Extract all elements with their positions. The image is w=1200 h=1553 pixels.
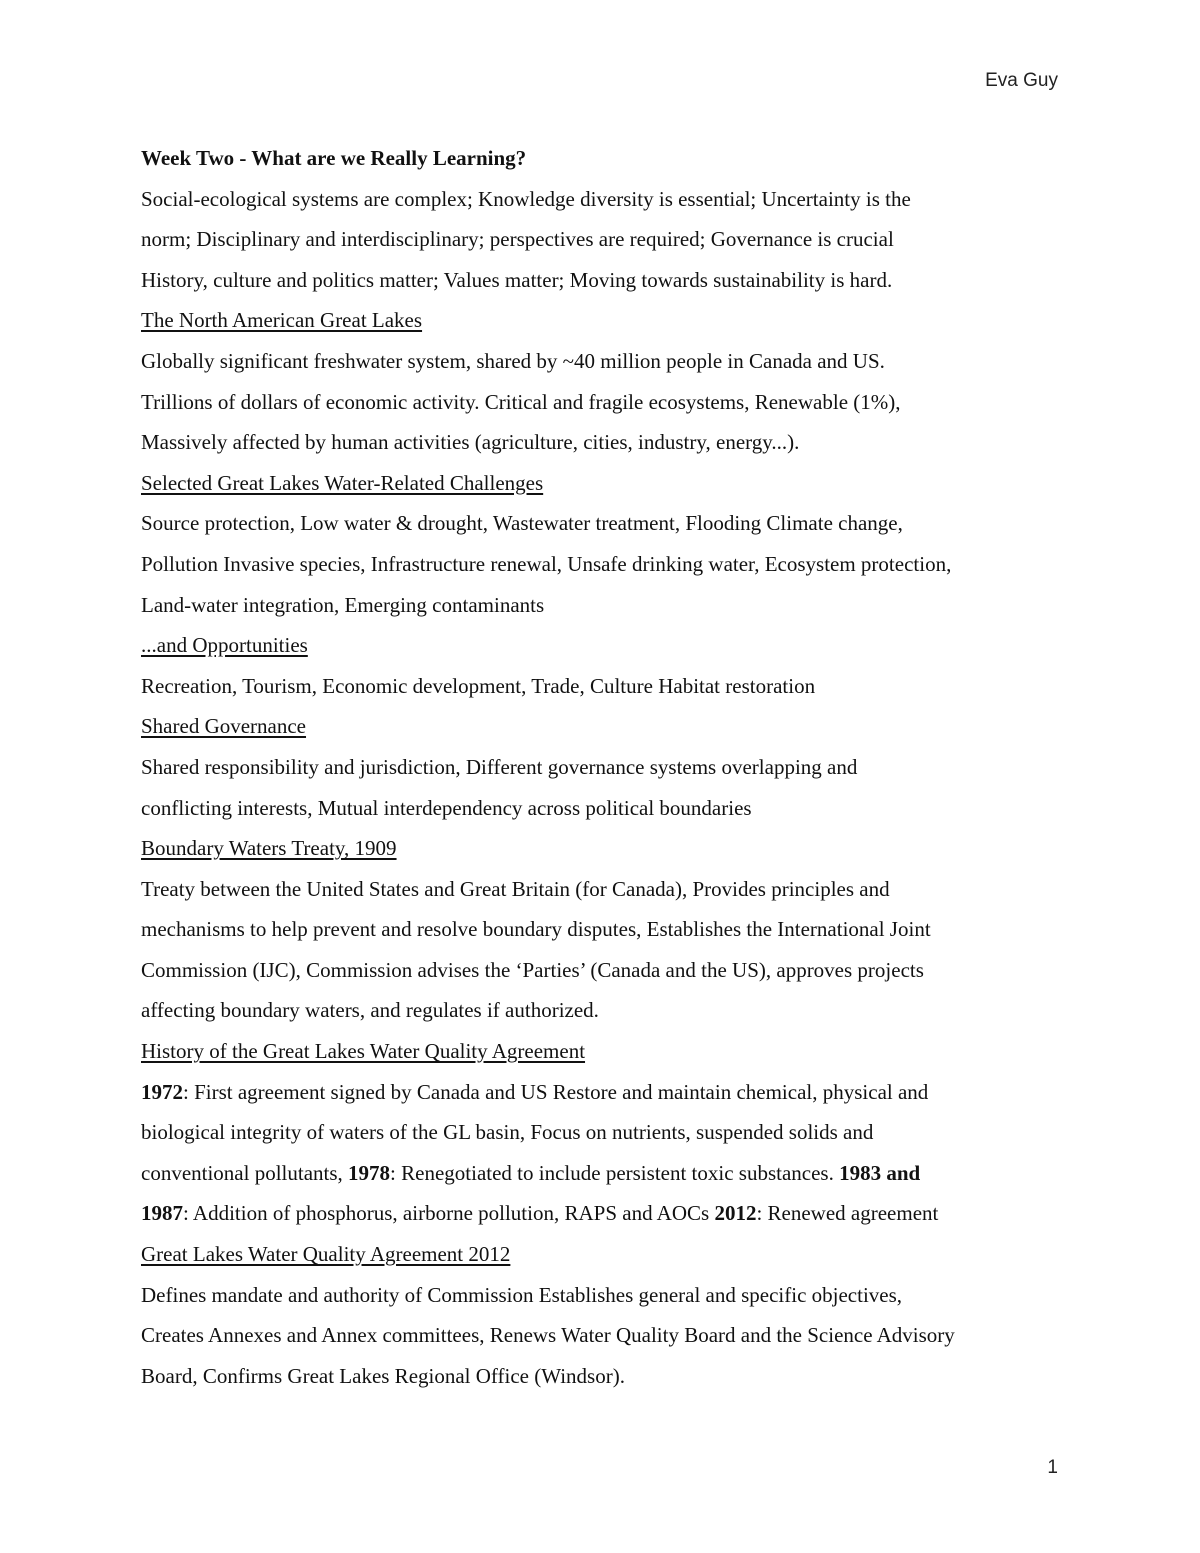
paragraph-line: Source protection, Low water & drought, Wastewater treatment, Flooding Climate change, — [141, 511, 903, 536]
history-text: conventional pollutants, — [141, 1160, 349, 1185]
section-heading-boundary-waters-treaty: Boundary Waters Treaty, 1909 — [141, 836, 397, 861]
history-line — [141, 1072, 1066, 1113]
section-heading-challenges: Selected Great Lakes Water-Related Challenges — [141, 470, 544, 495]
section-heading-opportunities: ...and Opportunities — [141, 633, 308, 658]
paragraph-line: Board, Confirms Great Lakes Regional Office (Windsor). — [141, 1363, 625, 1388]
history-text: : First agreement signed by Canada and US Restore and maintain chemical, physical and — [183, 1079, 929, 1104]
paragraph-line: Globally significant freshwater system, shared by ~40 million people in Canada and US. — [141, 348, 885, 373]
paragraph-line: Commission (IJC), Commission advises the ‘Parties’ (Canada and the US), approves projects — [141, 957, 924, 982]
author-name: Eva Guy — [985, 70, 1058, 91]
intro-line: History, culture and politics matter; Values matter; Moving towards sustainability is hard. — [141, 267, 893, 292]
section-heading-great-lakes: The North American Great Lakes — [141, 308, 423, 333]
year-1987: 1987 — [141, 1201, 183, 1226]
document-title: Week Two - What are we Really Learning? — [141, 146, 527, 170]
intro-line: norm; Disciplinary and interdisciplinary; perspectives are required; Governance is crucial — [141, 227, 894, 252]
paragraph-line: Defines mandate and authority of Commission Establishes general and specific objectives, — [141, 1282, 903, 1307]
paragraph-line: Recreation, Tourism, Economic development, Trade, Culture Habitat restoration — [141, 673, 816, 698]
paragraph-line: Shared responsibility and jurisdiction, Different governance systems overlapping and — [141, 754, 858, 779]
history-line — [141, 1153, 1066, 1194]
document-body — [141, 138, 1066, 1396]
year-1978: 1978 — [348, 1160, 391, 1185]
paragraph-line: Massively affected by human activities (agriculture, cities, industry, energy...). — [141, 430, 800, 455]
paragraph-line: Pollution Invasive species, Infrastructure renewal, Unsafe drinking water, Ecosystem protection, — [141, 551, 952, 576]
page-number: 1 — [1047, 1457, 1058, 1478]
intro-line: Social-ecological systems are complex; Knowledge diversity is essential; Uncertainty is the — [141, 186, 911, 211]
section-heading-agreement-history: History of the Great Lakes Water Quality Agreement — [141, 1039, 586, 1064]
paragraph-line: Trillions of dollars of economic activity. Critical and fragile ecosystems, Renewable (1%), — [141, 389, 901, 414]
year-1972: 1972 — [141, 1079, 183, 1104]
section-heading-agreement-2012: Great Lakes Water Quality Agreement 2012 — [141, 1242, 511, 1267]
paragraph-line: affecting boundary waters, and regulates if authorized. — [141, 998, 599, 1023]
history-text: : Renewed agreement — [756, 1201, 939, 1226]
history-text: : Renegotiated to include persistent toxic substances. — [390, 1160, 840, 1185]
history-line — [141, 1193, 1066, 1234]
paragraph-line: mechanisms to help prevent and resolve boundary disputes, Establishes the International Joint — [141, 917, 931, 942]
history-line: biological integrity of waters of the GL basin, Focus on nutrients, suspended solids and — [141, 1120, 874, 1145]
paragraph-line: conflicting interests, Mutual interdependency across political boundaries — [141, 795, 752, 820]
paragraph-line: Creates Annexes and Annex committees, Renews Water Quality Board and the Science Advisory — [141, 1323, 955, 1348]
history-text: : Addition of phosphorus, airborne pollution, RAPS and AOCs — [183, 1201, 715, 1226]
paragraph-line: Land-water integration, Emerging contaminants — [141, 592, 545, 617]
paragraph-line: Treaty between the United States and Great Britain (for Canada), Provides principles and — [141, 876, 890, 901]
year-1983-and: 1983 and — [839, 1160, 921, 1185]
year-2012: 2012 — [714, 1201, 757, 1226]
section-heading-shared-governance: Shared Governance — [141, 714, 307, 739]
